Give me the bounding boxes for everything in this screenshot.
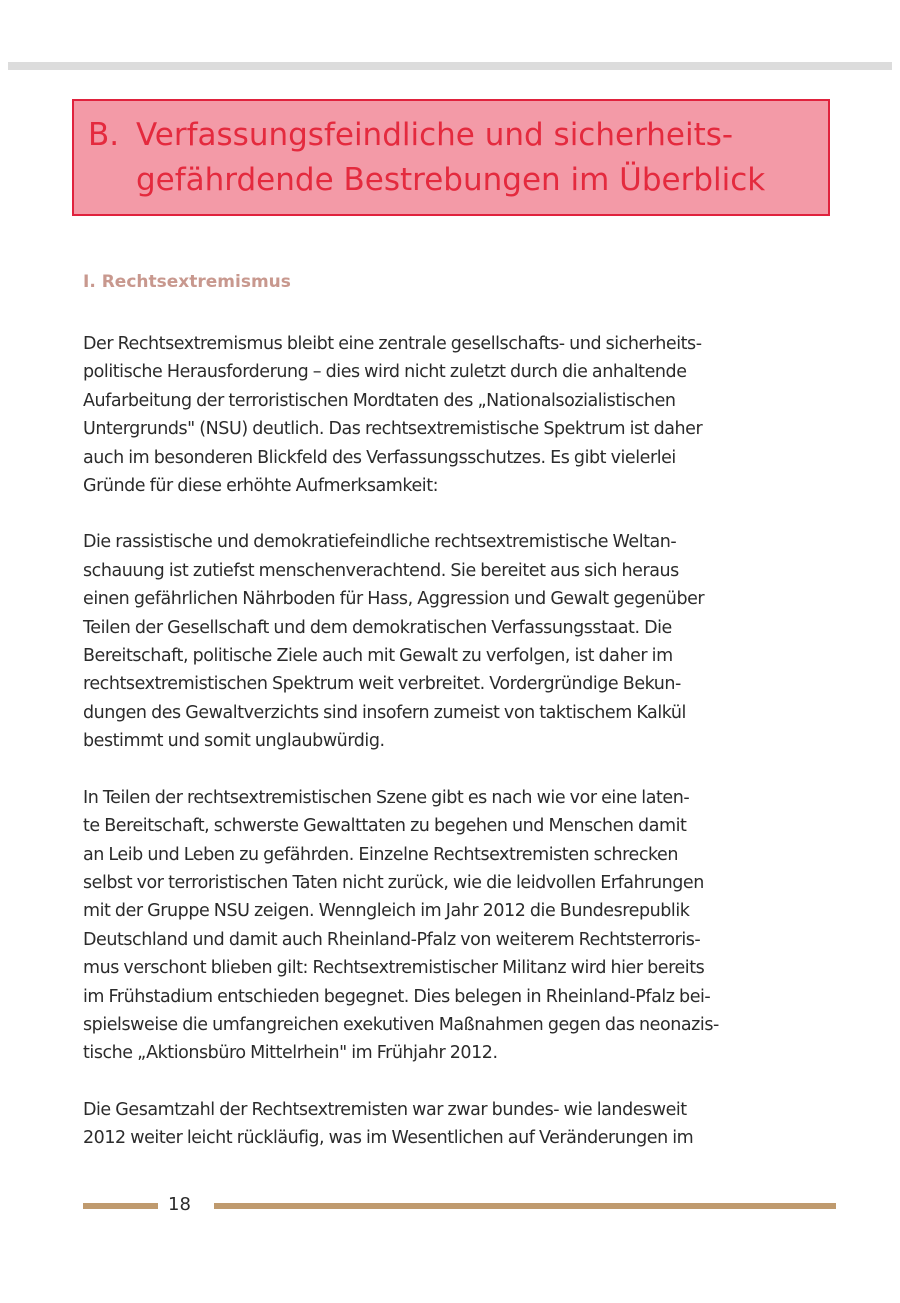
text-line: mit der Gruppe NSU zeigen. Wenngleich im Jahr 2012 die Bundesrepublik [83, 901, 690, 922]
text-line: Untergrunds" (NSU) deutlich. Das rechtsextremistische Spektrum ist daher [83, 419, 703, 440]
body-text [83, 330, 843, 1181]
section-heading: I. Rechtsextremismus [83, 272, 291, 292]
paragraph-1 [83, 330, 843, 500]
text-line: schauung ist zutiefst menschenverachtend. Sie bereitet aus sich heraus [83, 560, 679, 581]
chapter-header-box [72, 99, 830, 216]
text-line: auch im besonderen Blickfeld des Verfassungsschutzes. Es gibt vielerlei [83, 447, 676, 468]
text-line: spielsweise die umfangreichen exekutiven Maßnahmen gegen das neonazis- [83, 1014, 719, 1035]
chapter-letter: B. [88, 117, 120, 153]
text-line: mus verschont blieben gilt: Rechtsextremistischer Militanz wird hier bereits [83, 958, 705, 979]
text-line: Gründe für diese erhöhte Aufmerksamkeit: [83, 476, 439, 497]
text-line: einen gefährlichen Nährboden für Hass, Aggression und Gewalt gegenüber [83, 589, 705, 610]
paragraph-2 [83, 528, 843, 755]
text-line: bestimmt und somit unglaubwürdig. [83, 731, 385, 752]
footer-rule-left [83, 1203, 158, 1209]
text-line: In Teilen der rechtsextremistischen Szene gibt es nach wie vor eine laten- [83, 787, 690, 808]
text-line: Der Rechtsextremismus bleibt eine zentrale gesellschafts- und sicherheits- [83, 334, 702, 354]
text-line: tische „Aktionsbüro Mittelrhein" im Frühjahr 2012. [83, 1043, 498, 1064]
chapter-title-text: Verfassungsfeindliche und sicherheits- gefährdende Bestrebungen im Überblick [136, 117, 766, 198]
text-line: selbst vor terroristischen Taten nicht zurück, wie die leidvollen Erfahrungen [83, 872, 704, 893]
text-line: Die Gesamtzahl der Rechtsextremisten war zwar bundes- wie landesweit [83, 1099, 687, 1120]
text-line: Aufarbeitung der terroristischen Mordtaten des „Nationalsozialistischen [83, 390, 676, 411]
paragraph-4 [83, 1096, 843, 1153]
text-line: an Leib und Leben zu gefährden. Einzelne Rechtsextremisten schrecken [83, 844, 679, 865]
text-line: dungen des Gewaltverzichts sind insofern zumeist von taktischem Kalkül [83, 702, 686, 723]
text-line: Deutschland und damit auch Rheinland-Pfalz von weiterem Rechtsterroris- [83, 929, 701, 950]
chapter-title [88, 113, 818, 203]
text-line: Teilen der Gesellschaft und dem demokratischen Verfassungsstaat. Die [83, 617, 672, 638]
top-rule [8, 62, 892, 70]
text-line: 2012 weiter leicht rückläufig, was im Wesentlichen auf Veränderungen im [83, 1128, 694, 1149]
text-line: Bereitschaft, politische Ziele auch mit Gewalt zu verfolgen, ist daher im [83, 646, 673, 667]
text-line: rechtsextremistischen Spektrum weit verbreitet. Vordergründige Bekun- [83, 674, 681, 695]
paragraph-3 [83, 784, 843, 1068]
footer-rule-right [214, 1203, 836, 1209]
text-line: politische Herausforderung – dies wird nicht zuletzt durch die anhaltende [83, 362, 687, 383]
text-line: te Bereitschaft, schwerste Gewalttaten zu begehen und Menschen damit [83, 816, 687, 837]
text-line: im Frühstadium entschieden begegnet. Dies belegen in Rheinland-Pfalz bei- [83, 986, 711, 1007]
page-number: 18 [168, 1194, 191, 1215]
text-line: Die rassistische und demokratiefeindliche rechtsextremistische Weltan- [83, 532, 677, 553]
